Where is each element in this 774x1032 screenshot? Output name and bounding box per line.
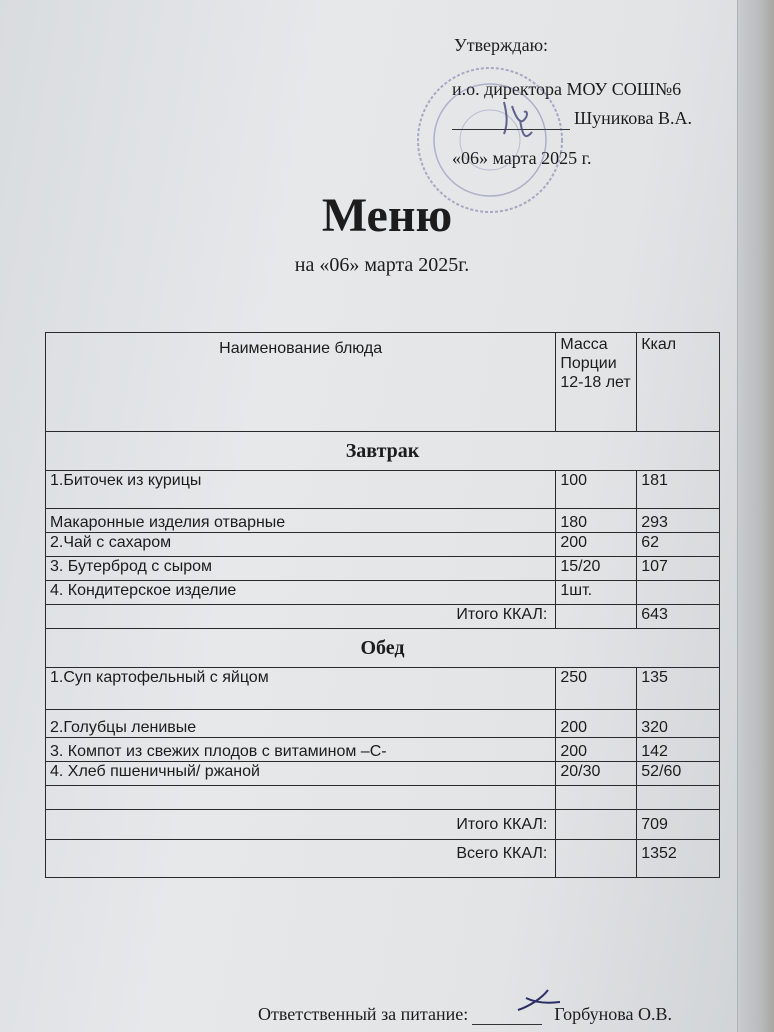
dish-kcal: 181: [637, 471, 720, 509]
responsible-name: Горбунова О.В.: [554, 1004, 672, 1024]
grand-total-value: 1352: [637, 840, 720, 878]
total-label: Итого ККАЛ:: [46, 605, 556, 629]
total-empty-cell: [556, 605, 637, 629]
header-portion-mass: Масса Порции 12-18 лет: [556, 333, 637, 432]
dish-name: Макаронные изделия отварные: [46, 509, 556, 533]
grand-total-label: Всего ККАЛ:: [46, 840, 556, 878]
table-row: [46, 738, 720, 762]
dish-kcal: 52/60: [637, 762, 720, 786]
footer: [258, 1004, 672, 1025]
dish-name: 3. Компот из свежих плодов с витамином –С-: [46, 738, 556, 762]
table-row: [46, 668, 720, 710]
total-value: 643: [637, 605, 720, 629]
dish-name: 1.Суп картофельный с яйцом: [46, 668, 556, 710]
dish-kcal: 62: [637, 533, 720, 557]
dish-mass: 200: [556, 533, 637, 557]
dish-name: 3. Бутерброд с сыром: [46, 557, 556, 581]
lunch-total-row: [46, 810, 720, 840]
dish-name: 2.Чай с сахаром: [46, 533, 556, 557]
total-empty-cell: [556, 810, 637, 840]
empty-row: [46, 786, 720, 810]
table-row: [46, 581, 720, 605]
header-dish-name: Наименование блюда: [46, 333, 556, 432]
responsible-label: Ответственный за питание:: [258, 1004, 469, 1024]
header-kcal: Ккал: [637, 333, 720, 432]
section-lunch: [46, 629, 720, 668]
table-row: [46, 509, 720, 533]
dish-mass: 20/30: [556, 762, 637, 786]
dish-kcal: [637, 581, 720, 605]
table-row: [46, 762, 720, 786]
approval-date: «06» марта 2025 г.: [452, 148, 592, 168]
dish-mass: 1шт.: [556, 581, 637, 605]
total-label: Итого ККАЛ:: [46, 810, 556, 840]
dish-kcal: 107: [637, 557, 720, 581]
page-edge: [737, 0, 774, 1032]
dish-kcal: 135: [637, 668, 720, 710]
dish-mass: 250: [556, 668, 637, 710]
section-title: Обед: [46, 629, 720, 668]
section-title: Завтрак: [46, 432, 720, 471]
approval-position: и.о. директора МОУ СОШ№6: [452, 79, 682, 99]
table-row: [46, 557, 720, 581]
dish-mass: 200: [556, 738, 637, 762]
dish-kcal: 142: [637, 738, 720, 762]
page-subtitle: на «06» марта 2025г.: [294, 254, 470, 276]
approval-heading: Утверждаю:: [454, 35, 549, 55]
table-row: [46, 533, 720, 557]
table-row: [46, 471, 720, 509]
dish-kcal: 320: [637, 710, 720, 738]
empty-cell: [46, 786, 556, 810]
empty-cell: [556, 786, 637, 810]
director-name: Шуникова В.А.: [574, 108, 693, 128]
section-breakfast: [46, 432, 720, 471]
dish-kcal: 293: [637, 509, 720, 533]
table-row: [46, 710, 720, 738]
total-value: 709: [637, 810, 720, 840]
grand-total-row: [46, 840, 720, 878]
dish-name: 1.Биточек из курицы: [46, 471, 556, 509]
signature-blank: [472, 1007, 542, 1025]
dish-name: 4. Хлеб пшеничный/ ржаной: [46, 762, 556, 786]
empty-cell: [637, 786, 720, 810]
total-empty-cell: [556, 840, 637, 878]
breakfast-total-row: [46, 605, 720, 629]
page-title: Меню: [321, 189, 453, 242]
dish-mass: 15/20: [556, 557, 637, 581]
dish-name: 2.Голубцы ленивые: [46, 710, 556, 738]
table-header-row: [46, 333, 720, 432]
menu-table: [45, 332, 720, 878]
dish-mass: 180: [556, 509, 637, 533]
dish-name: 4. Кондитерское изделие: [46, 581, 556, 605]
dish-mass: 100: [556, 471, 637, 509]
dish-mass: 200: [556, 710, 637, 738]
